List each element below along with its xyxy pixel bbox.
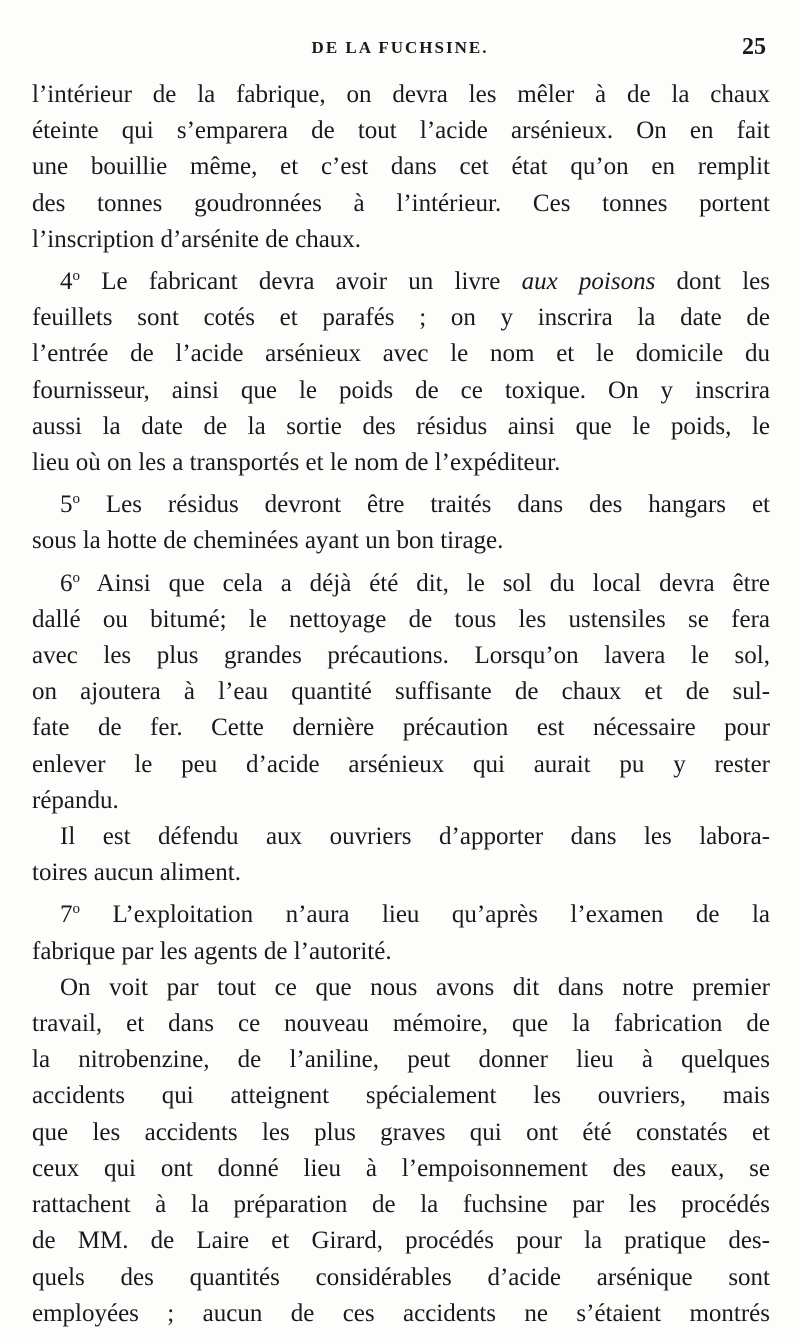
text-line: répandu.	[32, 786, 119, 814]
text-line: Il est défendu aux ouvriers d’apporter dans les labora-	[60, 823, 770, 851]
text-line: ceux qui ont donné lieu à l’empoisonnement des eaux, se	[32, 1154, 770, 1182]
text-line: sous la hotte de cheminées ayant un bon tirage.	[32, 527, 504, 555]
text-line: fate de fer. Cette dernière précaution est nécessaire pour	[32, 714, 770, 742]
text-segment: Les résidus devront être traités dans des hangars et	[80, 491, 770, 519]
item-number: 7	[60, 901, 73, 929]
text-line: dallé ou bitumé; le nettoyage de tous les ustensiles se fera	[32, 605, 770, 633]
text-line: accidents qui atteignent spécialement les ouvriers, mais	[32, 1082, 770, 1110]
text-line: avec les plus grandes précautions. Lorsqu’on lavera le sol,	[32, 642, 770, 670]
text-line: une bouillie même, et c’est dans cet état qu’on en remplit	[32, 153, 770, 181]
ordinal-superscript: o	[72, 268, 80, 285]
page-number: 25	[742, 34, 766, 60]
text-line	[32, 891, 770, 933]
running-title: DE LA FUCHSINE.	[311, 38, 489, 57]
running-header	[0, 34, 800, 70]
text-line	[32, 258, 770, 300]
text-line: toires aucun aliment.	[32, 859, 241, 887]
text-line: lieu où on les a transportés et le nom de l’expéditeur.	[32, 449, 561, 477]
text-segment: Ainsi que cela a déjà été dit, le sol du local devra être	[80, 569, 770, 597]
text-line	[32, 481, 770, 523]
italic-term: aux poisons	[521, 268, 656, 296]
text-line: aussi la date de la sortie des résidus ainsi que le poids, le	[32, 412, 770, 440]
text-line: on ajoutera à l’eau quantité suffisante de chaux et de sul-	[32, 678, 770, 706]
ordinal-superscript: o	[72, 901, 80, 918]
ordinal-superscript: o	[72, 491, 80, 508]
paragraph-item-7	[32, 891, 770, 969]
text-line: que les accidents les plus graves qui ont été constatés et	[32, 1118, 770, 1146]
text-line: l’inscription d’arsénite de chaux.	[32, 225, 362, 253]
text-line: des tonnes goudronnées à l’intérieur. Ces tonnes portent	[32, 189, 770, 217]
text-segment: Le fabricant devra avoir un livre	[80, 268, 522, 296]
text-line: de MM. de Laire et Girard, procédés pour la pratique des-	[32, 1227, 770, 1255]
text-line: On voit par tout ce que nous avons dit dans notre premier	[60, 973, 770, 1001]
text-segment: L’exploitation n’aura lieu qu’après l’examen de la	[80, 901, 770, 929]
paragraph-prohibition	[32, 819, 770, 891]
text-line: rattachent à la préparation de la fuchsine par les procédés	[32, 1191, 770, 1219]
paragraph-continuation	[32, 77, 770, 258]
text-line: fournisseur, ainsi que le poids de ce toxique. On y inscrira	[32, 376, 770, 404]
paragraph-item-5	[32, 481, 770, 559]
text-line: travail, et dans ce nouveau mémoire, que la fabrication de	[32, 1010, 770, 1038]
text-line: l’entrée de l’acide arsénieux avec le nom et le domicile du	[32, 340, 770, 368]
text-line: la nitrobenzine, de l’aniline, peut donner lieu à quelques	[32, 1046, 770, 1074]
paragraph-item-4	[32, 258, 770, 481]
text-line	[32, 560, 770, 602]
text-line: employées ; aucun de ces accidents ne s’étaient montrés	[32, 1299, 770, 1327]
text-body	[32, 77, 770, 1332]
text-line: fabrique par les agents de l’autorité.	[32, 937, 392, 965]
item-number: 6	[60, 569, 73, 597]
text-line: feuillets sont cotés et parafés ; on y inscrira la date de	[32, 304, 770, 332]
paragraph-item-6	[32, 560, 770, 819]
text-segment: dont les	[655, 268, 771, 296]
ordinal-superscript: o	[72, 569, 80, 586]
paragraph-conclusion	[32, 970, 770, 1332]
item-number: 4	[60, 268, 73, 296]
text-line: quels des quantités considérables d’acide arsénique sont	[32, 1263, 770, 1291]
text-line: enlever le peu d’acide arsénieux qui aurait pu y rester	[32, 750, 770, 778]
item-number: 5	[60, 491, 73, 519]
text-line: l’intérieur de la fabrique, on devra les mêler à de la chaux	[32, 81, 770, 108]
text-line: éteinte qui s’emparera de tout l’acide arsénieux. On en fait	[32, 117, 770, 145]
